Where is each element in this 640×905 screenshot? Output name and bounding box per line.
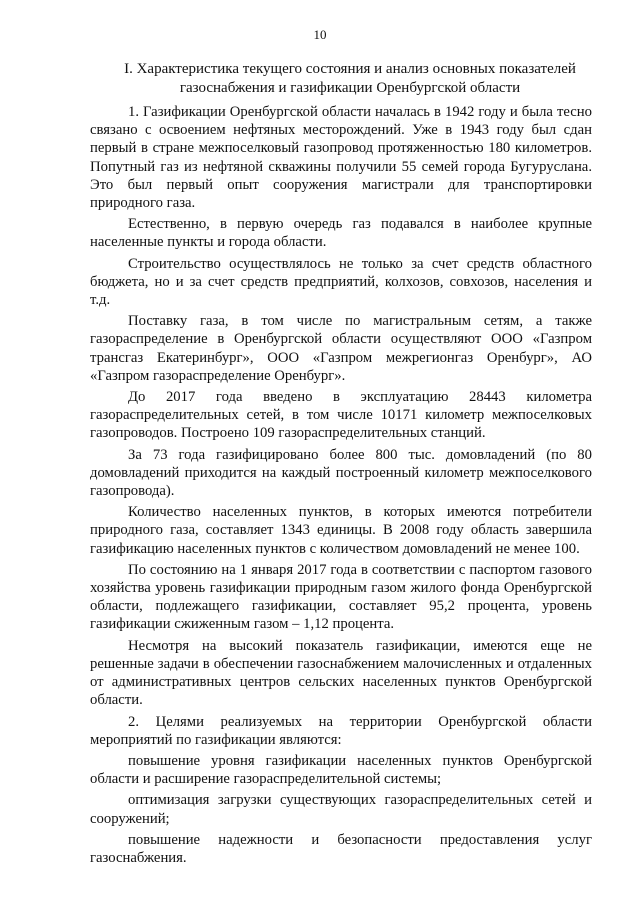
paragraph-networks-built: До 2017 года введено в эксплуатацию 28443 километра газораспределительных сетей, в том числе 10171 километр межпоселковых газопроводов. Построено 109 газораспределительных станций. [90, 389, 592, 442]
paragraph-goal-level: повышение уровня газификации населенных пунктов Оренбургской области и расширение газораспределительной системы; [90, 752, 592, 788]
paragraph-unsolved-tasks: Несмотря на высокий показатель газификации, имеются еще не решенные задачи в обеспечении газоснабжением малочисленных и отдаленных от административных центров сельских населенных пунктов Оренбургской области. [90, 637, 592, 709]
document-body [90, 103, 592, 870]
paragraph-history: 1. Газификации Оренбургской области началась в 1942 году и была тесно связано с освоением нефтяных месторождений. Уже в 1943 году был сдан первый в стране межпоселковый газопровод протяженностью 180 километров. Попутный газ из нефтяной скважины получили 55 семей города Бугуруслана. Это был первый опыт сооружения магистрали для транспортировки природного газа. [90, 104, 592, 212]
page-number: 10 [313, 27, 327, 42]
paragraph-gasification-level: По состоянию на 1 января 2017 года в соответствии с паспортом газового хозяйства уровень газификации природным газом жилого фонда Оренбургской области, подлежащего газификации, составляет 95,2 процента, уровень газификации сжиженным газом – 1,12 процента. [90, 561, 592, 633]
paragraph-settlements: Количество населенных пунктов, в которых имеются потребители природного газа, составляет 1343 единицы. В 2008 году область завершила газификацию населенных пунктов с количеством домовладений не менее 100. [90, 504, 592, 557]
paragraph-gas-suppliers: Поставку газа, в том числе по магистральным сетям, а также газораспределение в Оренбургской области осуществляют ООО «Газпром трансгаз Екатеринбург», ООО «Газпром межрегионгаз Оренбург», АО «Газпром газораспределение Оренбург». [90, 313, 592, 384]
paragraph-goal-reliability: повышение надежности и безопасности предоставления услуг газоснабжения. [90, 831, 592, 866]
paragraph-first-priority: Естественно, в первую очередь газ подавался в наиболее крупные населенные пункты и города области. [90, 216, 592, 251]
paragraph-households: За 73 года газифицировано более 800 тыс. домовладений (по 80 домовладений приходится на каждый построенный километр межпоселкового газопровода). [90, 446, 592, 500]
section-heading: I. Характеристика текущего состояния и анализ основных показателей газоснабжения и газификации Оренбургской области [124, 61, 576, 96]
paragraph-goal-optimization: оптимизация загрузки существующих газораспределительных сетей и сооружений; [90, 792, 592, 827]
paragraph-construction-funding: Строительство осуществлялось не только за счет средств областного бюджета, но и за счет средств предприятий, колхозов, совхозов, населения и т.д. [90, 255, 592, 309]
paragraph-goals-intro: 2. Целями реализуемых на территории Оренбургской области мероприятий по газификации являются: [90, 713, 592, 748]
